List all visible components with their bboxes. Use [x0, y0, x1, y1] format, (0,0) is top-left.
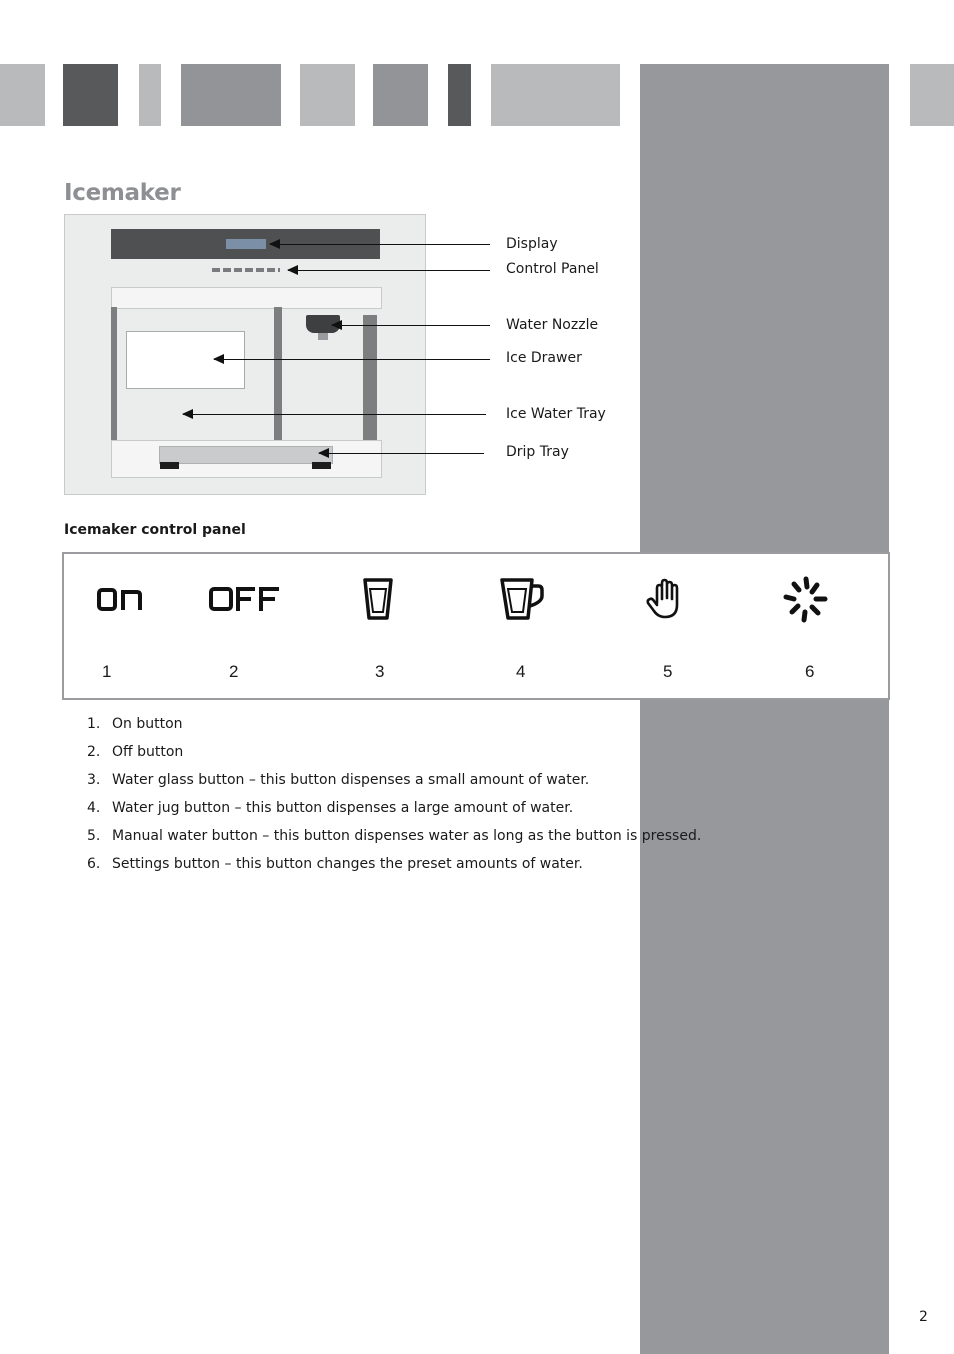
water-glass-icon: [361, 577, 395, 625]
drip-tray-foot-right: [312, 462, 331, 469]
header-block: [448, 64, 471, 126]
control-panel-heading: Icemaker control panel: [64, 522, 246, 538]
header-block: [0, 64, 45, 126]
header-block: [910, 64, 954, 126]
water-glass-button[interactable]: [356, 576, 400, 626]
list-item: 1. On button: [87, 716, 183, 732]
settings-burst-icon: [782, 575, 830, 627]
arrow-control-panel: [288, 270, 490, 271]
button-number: 2: [229, 662, 239, 681]
arrow-water-nozzle: [332, 325, 490, 326]
header-block: [181, 64, 281, 126]
label-display: Display: [506, 236, 558, 252]
arrow-ice-water-tray: [183, 414, 486, 415]
button-number: 4: [516, 662, 526, 681]
button-number: 3: [375, 662, 385, 681]
arrow-display: [270, 244, 490, 245]
button-description-list: [87, 716, 701, 884]
label-control-panel: Control Panel: [506, 261, 599, 277]
label-drip-tray: Drip Tray: [506, 444, 569, 460]
button-number: 6: [805, 662, 815, 681]
on-button[interactable]: [94, 576, 146, 626]
ice-drawer: [126, 331, 245, 389]
sidebar-band: [640, 64, 889, 1354]
label-ice-drawer: Ice Drawer: [506, 350, 582, 366]
list-item: 5. Manual water button – this button dispenses water as long as the button is pressed.: [87, 828, 702, 844]
water-jug-button[interactable]: [496, 576, 548, 626]
control-panel-dashes: [212, 268, 280, 272]
label-ice-water-tray: Ice Water Tray: [506, 406, 606, 422]
settings-button[interactable]: [780, 576, 832, 626]
water-nozzle-tip: [318, 333, 328, 340]
cabinet-divider: [274, 307, 282, 440]
cabinet-right-wall: [363, 315, 377, 440]
drip-tray-foot-left: [160, 462, 179, 469]
header-block: [491, 64, 620, 126]
control-panel: [62, 552, 890, 700]
list-item: 2. Off button: [87, 744, 184, 760]
off-text-icon: [209, 585, 281, 617]
hand-icon: [644, 577, 686, 625]
header-block: [63, 64, 118, 126]
off-button[interactable]: [208, 576, 282, 626]
button-number: 5: [663, 662, 673, 681]
water-jug-icon: [499, 577, 545, 625]
label-water-nozzle: Water Nozzle: [506, 317, 599, 333]
page-title: Icemaker: [64, 180, 181, 206]
list-item: 3. Water glass button – this button dispenses a small amount of water.: [87, 772, 590, 788]
manual-water-button[interactable]: [640, 576, 690, 626]
cabinet-top: [111, 287, 382, 309]
header-block: [373, 64, 428, 126]
on-text-icon: [96, 585, 144, 617]
arrow-drip-tray: [319, 453, 484, 454]
list-item: 6. Settings button – this button changes the preset amounts of water.: [87, 856, 583, 872]
arrow-ice-drawer: [214, 359, 490, 360]
list-item: 4. Water jug button – this button dispenses a large amount of water.: [87, 800, 574, 816]
header-block: [300, 64, 355, 126]
cabinet-left-wall: [111, 307, 117, 440]
header-block: [139, 64, 161, 126]
page-number: 2: [919, 1309, 928, 1325]
drip-tray: [159, 446, 333, 464]
button-number: 1: [102, 662, 112, 681]
display-screen: [226, 239, 266, 249]
